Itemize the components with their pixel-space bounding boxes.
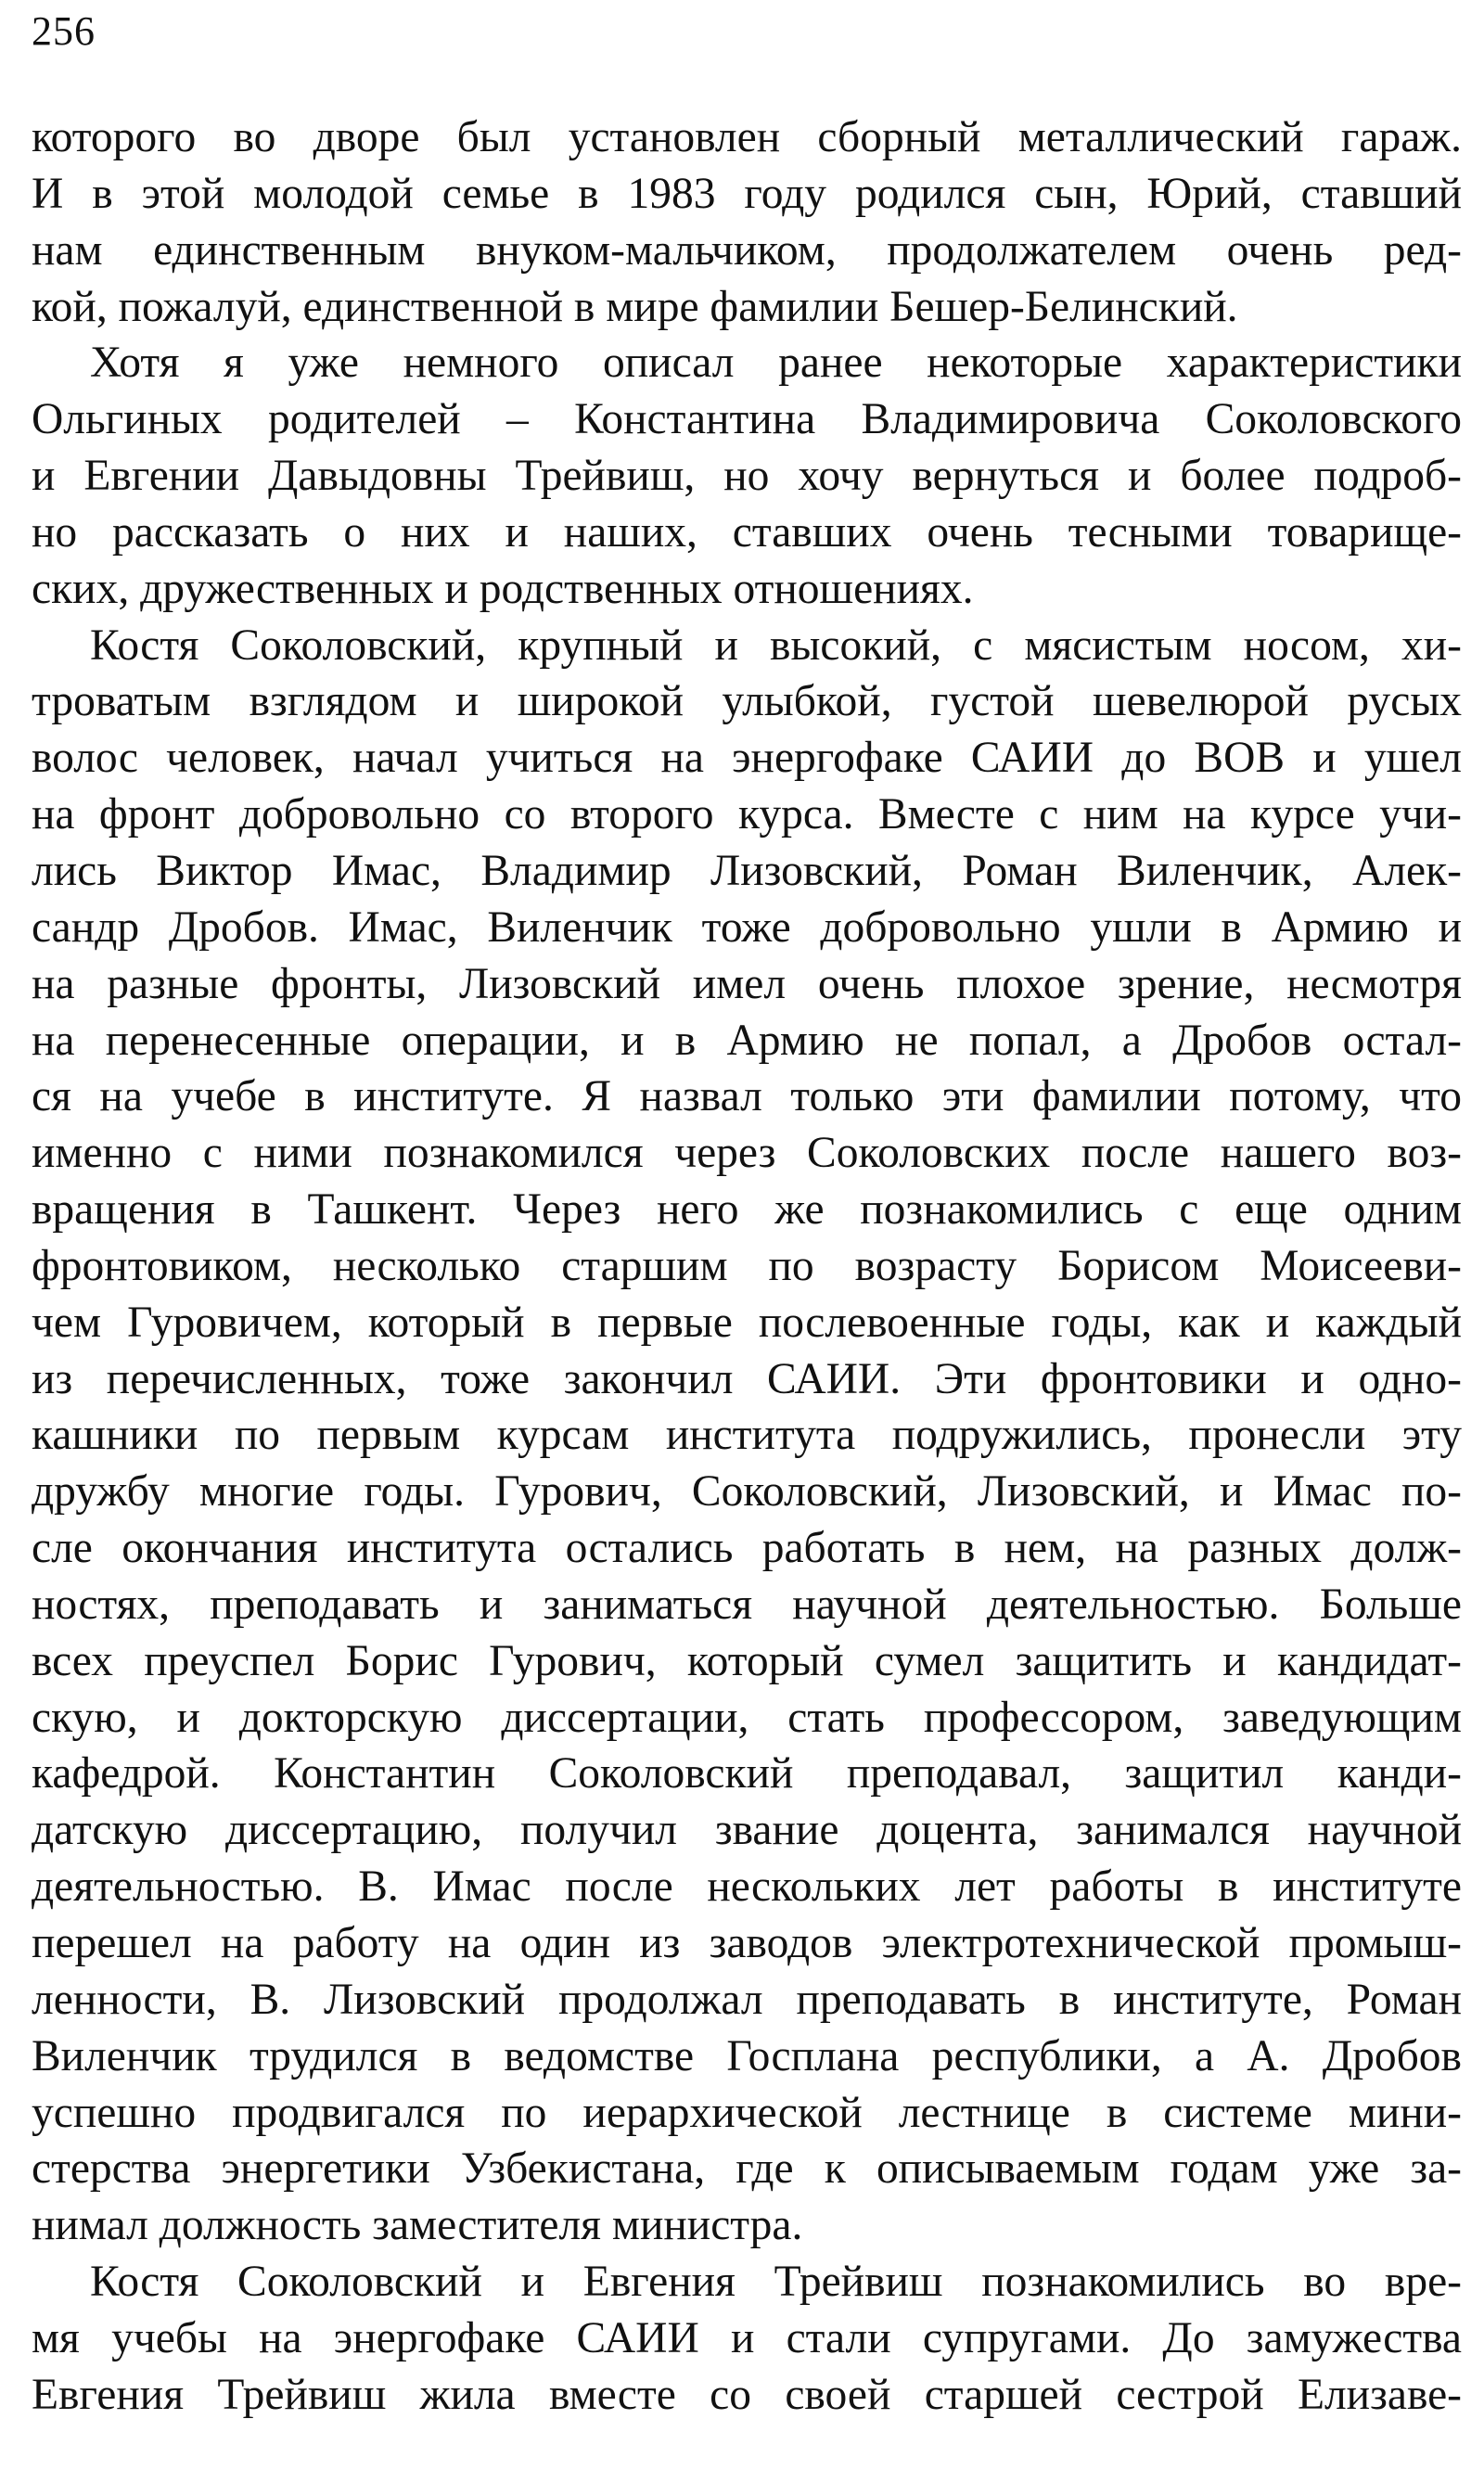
text-line: сле окончания института остались работать в нем, на разных долж- (32, 1524, 1462, 1573)
page-number: 256 (32, 8, 96, 54)
text-line: Виленчик трудился в ведомстве Госплана республики, а А. Дробов (32, 2031, 1462, 2080)
text-line: датскую диссертацию, получил звание доцента, занимался научной (32, 1806, 1462, 1855)
text-line: ских, дружественных и родственных отношениях. (32, 564, 974, 613)
text-line: мя учебы на энергофаке САИИ и стали супругами. До замужества (32, 2313, 1462, 2362)
text-line: из перечисленных, тоже закончил САИИ. Эти фронтовики и одно- (32, 1354, 1462, 1403)
body-text (32, 109, 1462, 2424)
text-line: фронтовиком, несколько старшим по возрасту Борисом Моисееви- (32, 1241, 1462, 1290)
text-line: стерства энергетики Узбекистана, где к описываемым годам уже за- (32, 2144, 1462, 2194)
text-line: кашники по первым курсам института подружились, пронесли эту (32, 1411, 1462, 1460)
text-line: чем Гуровичем, который в первые послевоенные годы, как и каждый (32, 1298, 1462, 1347)
text-line: скую, и докторскую диссертации, стать профессором, заведующим (32, 1693, 1462, 1742)
text-line: кой, пожалуй, единственной в мире фамилии Бешер-Белинский. (32, 282, 1238, 331)
text-line: именно с ними познакомился через Соколовских после нашего воз- (32, 1129, 1462, 1178)
text-line: Костя Соколовский, крупный и высокий, с мясистым носом, хи- (90, 621, 1462, 670)
text-line: нимал должность заместителя министра. (32, 2201, 803, 2250)
text-line: И в этой молодой семье в 1983 году родился сын, Юрий, ставший (32, 169, 1462, 218)
text-line: лись Виктор Имас, Владимир Лизовский, Роман Виленчик, Алек- (32, 846, 1462, 895)
paragraph (32, 618, 1462, 2254)
text-line: всех преуспел Борис Гурович, который сумел защитить и кандидат- (32, 1636, 1462, 1685)
paragraph (32, 335, 1462, 617)
text-line: вращения в Ташкент. Через него же познакомились с еще одним (32, 1185, 1462, 1235)
text-line: дружбу многие годы. Гурович, Соколовский, Лизовский, и Имас по- (32, 1467, 1462, 1517)
text-line: троватым взглядом и широкой улыбкой, густой шевелюрой русых (32, 677, 1462, 726)
text-line: сандр Дробов. Имас, Виленчик тоже добровольно ушли в Армию и (32, 902, 1462, 952)
text-line: волос человек, начал учиться на энергофаке САИИ до ВОВ и ушел (32, 734, 1462, 783)
text-line: на фронт добровольно со второго курса. Вместе с ним на курсе учи- (32, 790, 1462, 839)
text-line: Ольгиных родителей – Константина Владимировича Соколовского (32, 395, 1462, 444)
text-line: кафедрой. Константин Соколовский преподавал, защитил канди- (32, 1749, 1462, 1798)
text-line: которого во дворе был установлен сборный металлический гараж. (32, 113, 1462, 161)
text-line: на разные фронты, Лизовский имел очень плохое зрение, несмотря (32, 959, 1462, 1008)
text-line: перешел на работу на один из заводов электротехнической промыш- (32, 1919, 1462, 1967)
text-line: деятельностью. В. Имас после нескольких лет работы в институте (32, 1862, 1462, 1912)
text-line: Евгения Трейвиш жила вместе со своей старшей сестрой Елизаве- (32, 2370, 1462, 2419)
text-line: на перенесенные операции, и в Армию не попал, а Дробов остал- (32, 1016, 1462, 1065)
text-line: но рассказать о них и наших, ставших очень тесными товарище- (32, 507, 1462, 557)
text-line: нам единственным внуком-мальчиком, продолжателем очень ред- (32, 225, 1462, 275)
text-line: и Евгении Давыдовны Трейвиш, но хочу вернуться и более подроб- (32, 452, 1462, 501)
paragraph (32, 109, 1462, 335)
paragraph (32, 2254, 1462, 2424)
text-line: успешно продвигался по иерархической лестнице в системе мини- (32, 2088, 1462, 2137)
text-line: ся на учебе в институте. Я назвал только эти фамилии потому, что (32, 1072, 1462, 1121)
text-line: ностях, преподавать и заниматься научной деятельностью. Больше (32, 1580, 1462, 1629)
text-line: Костя Соколовский и Евгения Трейвиш познакомились во вре- (90, 2258, 1462, 2307)
text-line: Хотя я уже немного описал ранее некоторые характеристики (90, 339, 1462, 388)
text-line: ленности, В. Лизовский продолжал преподавать в институте, Роман (32, 1975, 1462, 2024)
